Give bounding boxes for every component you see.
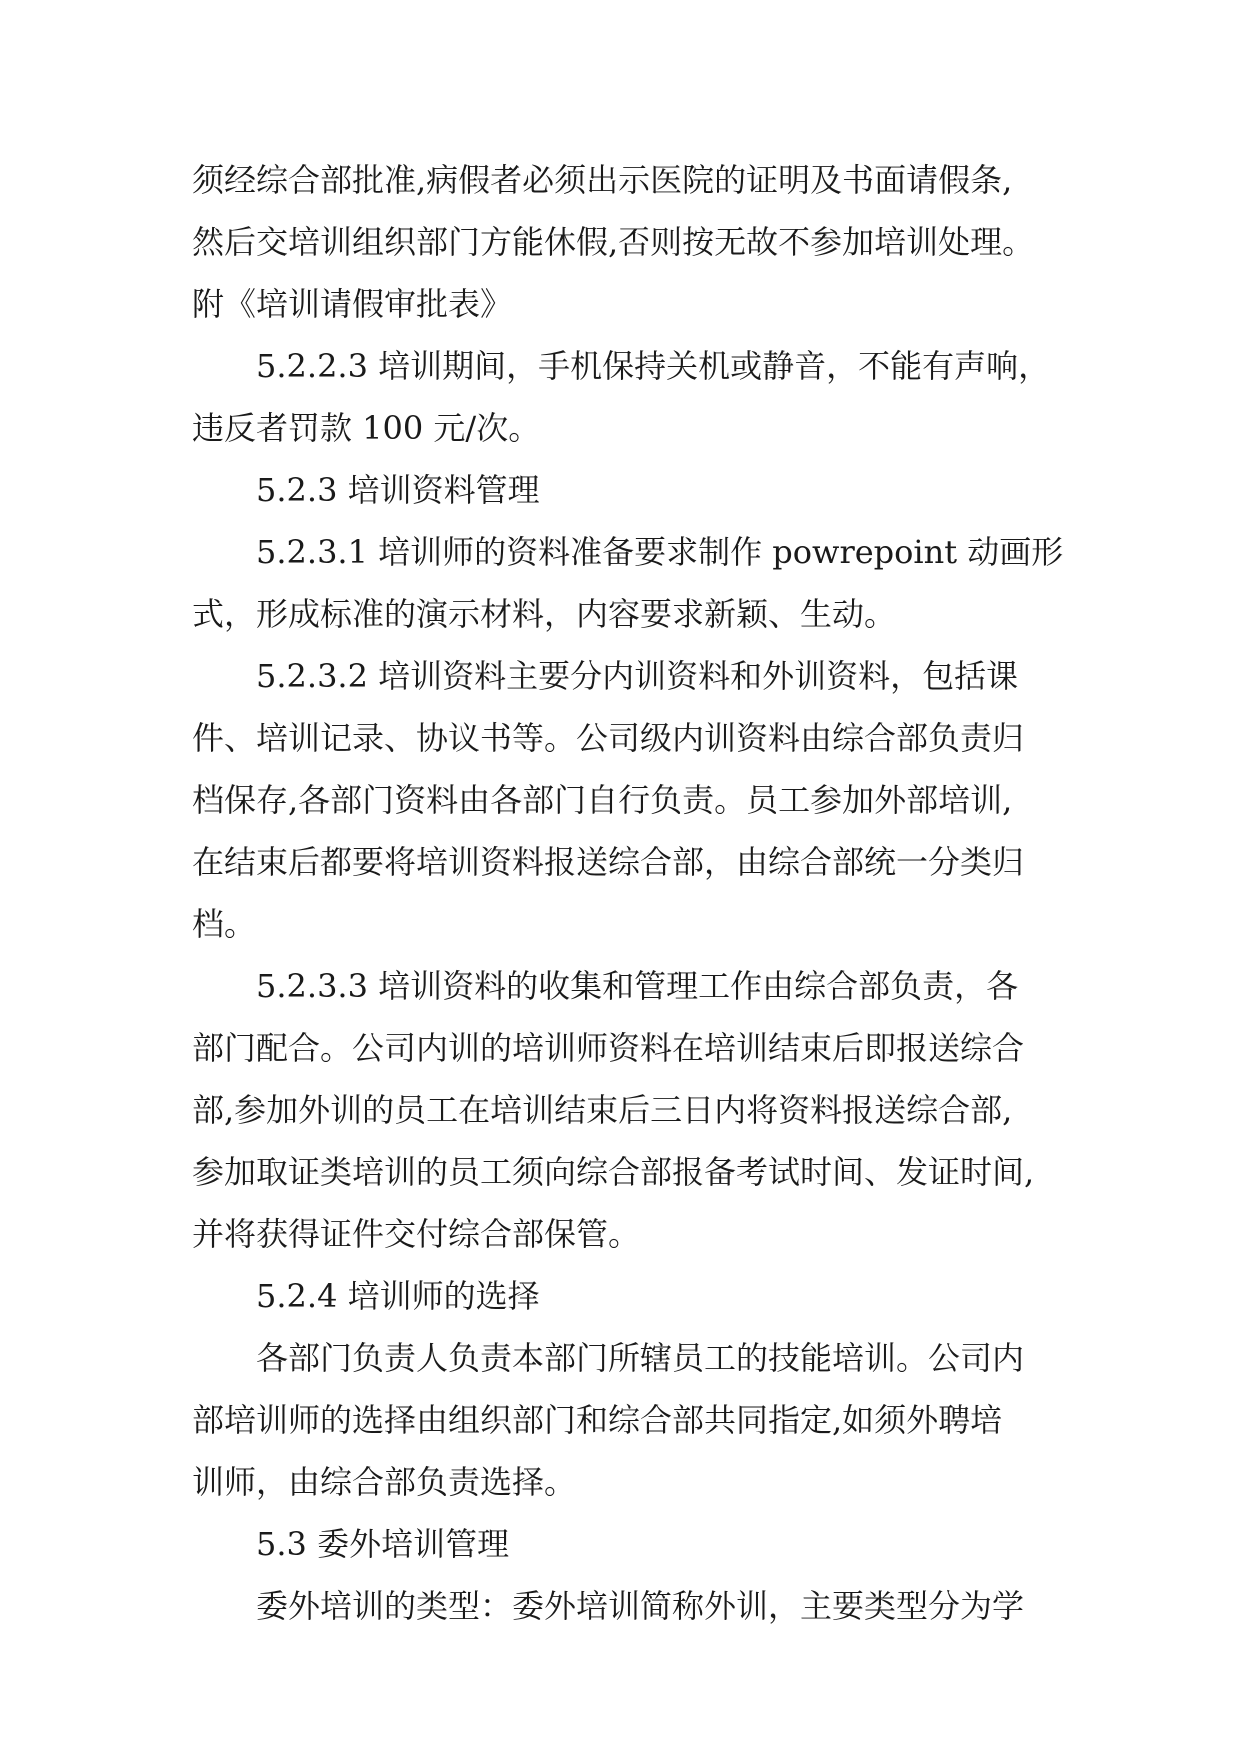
- text-line: 然后交培训组织部门方能休假,否则按无故不参加培训处理。: [192, 223, 1035, 261]
- text-line: 部培训师的选择由组织部门和综合部共同指定,如须外聘培: [192, 1401, 1003, 1439]
- text-line: 委外培训的类型：委外培训简称外训，主要类型分为学: [256, 1587, 1025, 1625]
- text-line: 附《培训请假审批表》: [192, 285, 513, 323]
- text-line: 在结束后都要将培训资料报送综合部，由综合部统一分类归: [192, 843, 1025, 881]
- text-line: 档保存,各部门资料由各部门自行负责。员工参加外部培训,: [192, 781, 1013, 819]
- text-line: 须经综合部批准,病假者必须出示医院的证明及书面请假条,: [192, 161, 1013, 199]
- heading-5-2-3: 5.2.3 培训资料管理: [256, 471, 540, 509]
- section-5-2-2-3: 5.2.2.3 培训期间，手机保持关机或静音，不能有声响，: [256, 347, 1051, 385]
- text-line: 违反者罚款 100 元/次。: [192, 409, 541, 447]
- heading-5-3: 5.3 委外培训管理: [256, 1525, 510, 1563]
- text-line: 档。: [192, 905, 257, 943]
- text-line: 训师，由综合部负责选择。: [192, 1463, 577, 1501]
- text-line: 各部门负责人负责本部门所辖员工的技能培训。公司内: [256, 1339, 1025, 1377]
- section-5-2-3-2: 5.2.3.2 培训资料主要分内训资料和外训资料，包括课: [256, 657, 1019, 695]
- text-line: 并将获得证件交付综合部保管。: [192, 1215, 641, 1253]
- text-line: 件、培训记录、协议书等。公司级内训资料由综合部负责归: [192, 719, 1025, 757]
- text-line: 部门配合。公司内训的培训师资料在培训结束后即报送综合: [192, 1029, 1025, 1067]
- section-5-2-3-1: 5.2.3.1 培训师的资料准备要求制作 powrepoint 动画形: [256, 533, 1064, 571]
- text-line: 参加取证类培训的员工须向综合部报备考试时间、发证时间,: [192, 1153, 1035, 1191]
- heading-5-2-4: 5.2.4 培训师的选择: [256, 1277, 540, 1315]
- text-line: 部,参加外训的员工在培训结束后三日内将资料报送综合部,: [192, 1091, 1013, 1129]
- text-line: 式，形成标准的演示材料，内容要求新颖、生动。: [192, 595, 897, 633]
- section-5-2-3-3: 5.2.3.3 培训资料的收集和管理工作由综合部负责，各: [256, 967, 1019, 1005]
